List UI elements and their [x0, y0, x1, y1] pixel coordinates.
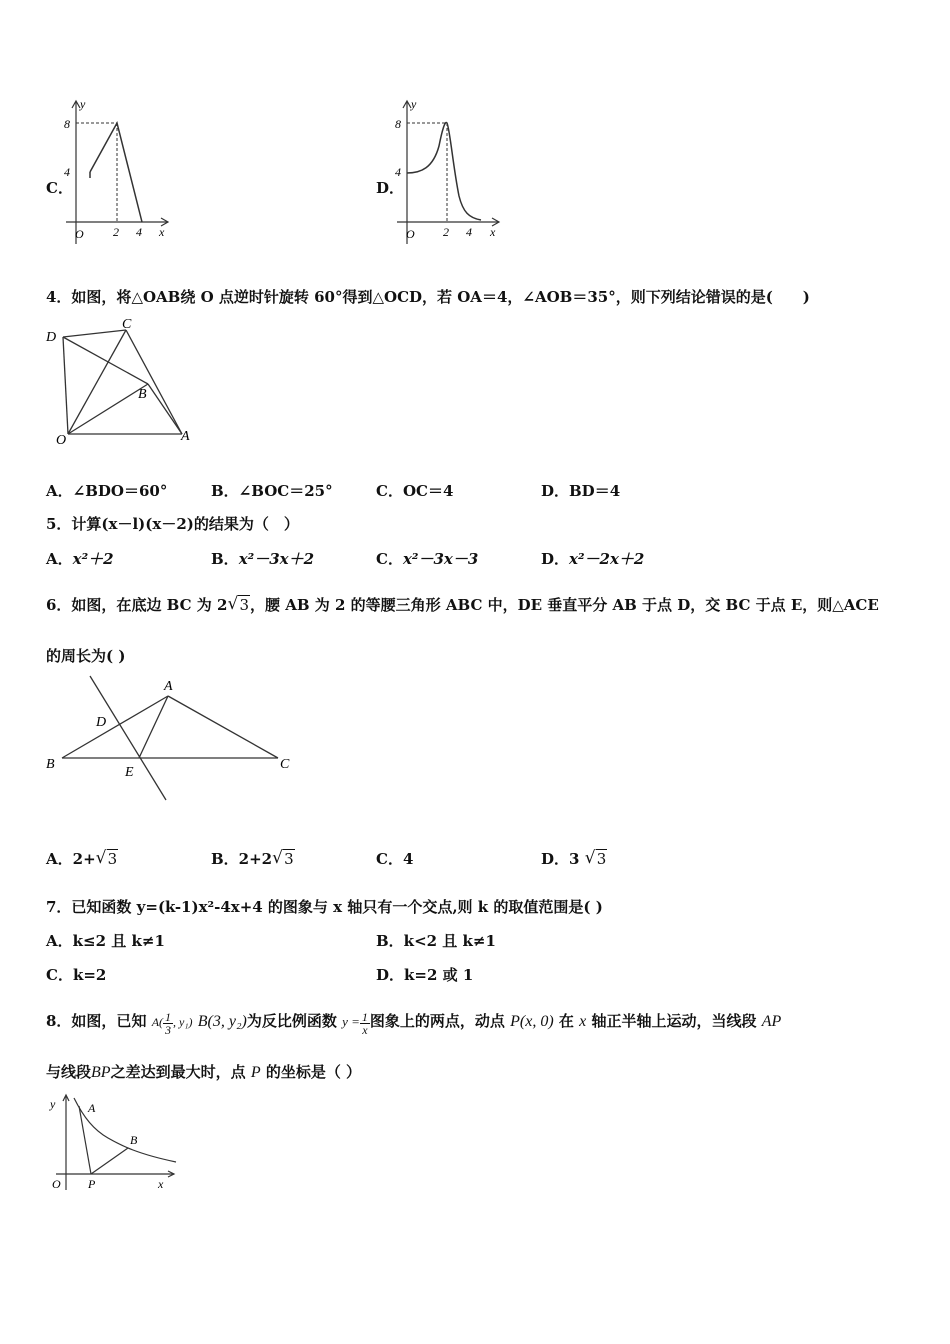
q6-stem-line2: 的周长为( ) — [46, 647, 126, 665]
graph-c-y: y — [80, 97, 86, 111]
q5-option-c: C．x²－3x－3 — [376, 550, 479, 568]
graph-c-2: 2 — [113, 225, 119, 239]
graph-d-o: O — [406, 227, 415, 241]
q7-stem: 7．已知函数 y=(k-1)x²-4x+4 的图象与 x 轴只有一个交点,则 k 的取值范围是( ) — [46, 898, 603, 916]
graph-c — [62, 96, 180, 248]
graph-d — [393, 96, 511, 248]
q6-fig-c: C — [280, 757, 290, 772]
q4-fig-c: C — [122, 317, 132, 332]
q8-figure — [44, 1092, 184, 1196]
graph-c-4: 4 — [64, 165, 70, 179]
q7-option-d: D．k=2 或 1 — [376, 966, 474, 984]
q5-option-d: D．x²－2x＋2 — [541, 550, 645, 568]
q4-fig-a: A — [181, 429, 190, 444]
q4-fig-o: O — [56, 433, 67, 446]
q4-fig-b: B — [138, 387, 147, 402]
q4-option-a: A．∠BDO＝60° — [46, 482, 168, 500]
q4-option-b: B．∠BOC＝25° — [211, 482, 333, 500]
graph-d-x: x — [490, 225, 496, 239]
graph-c-4x: 4 — [136, 225, 142, 239]
q7-option-a: A．k≤2 且 k≠1 — [46, 932, 165, 950]
q6-fig-a: A — [164, 679, 173, 694]
q8-fig-y: y — [50, 1097, 56, 1111]
option-c-label: C． — [46, 179, 73, 197]
q8-stem-line2: 与线段BP之差达到最大时，点 P 的坐标是（ ） — [46, 1063, 362, 1081]
graph-d-y: y — [411, 97, 417, 111]
q4-option-c: C．OC＝4 — [376, 482, 454, 500]
q6-option-d: D．3 √ 3 — [541, 848, 607, 869]
graph-d-4x: 4 — [466, 225, 472, 239]
q4-option-d: D．BD＝4 — [541, 482, 621, 500]
q8-stem: 8．如图，已知 A( $\frac{1}{3}$ , y₁) B(3, y₂)为反比例函数 y = $\frac{1}{x}$ 图象上的两点，动点 P(x, 0) 在 x 轴正半轴上运动，当线段 AP — [46, 1009, 782, 1037]
q8-fig-b: B — [130, 1133, 138, 1147]
q8-fig-x: x — [158, 1177, 164, 1191]
q6-fig-d: D — [96, 715, 107, 730]
q8-fig-p: P — [88, 1177, 96, 1191]
q6-option-a: A．2+√ 3 — [46, 848, 118, 869]
graph-d-curve — [407, 123, 481, 220]
q6-stem: 6．如图，在底边 BC 为 2√ 3，腰 AB 为 2 的等腰三角形 ABC 中，DE 垂直平分 AB 于点 D，交 BC 于点 E，则△ACE — [46, 594, 879, 615]
graph-d-8: 8 — [395, 117, 401, 131]
graph-d-4: 4 — [395, 165, 401, 179]
q8-fig-o: O — [52, 1177, 61, 1191]
q7-option-c: C．k=2 — [46, 966, 107, 984]
graph-c-8: 8 — [64, 117, 70, 131]
q4-stem: 4．如图，将△OAB绕 O 点逆时针旋转 60°得到△OCD，若 OA＝4，∠AOB＝35°，则下列结论错误的是( ) — [46, 288, 810, 306]
q4-figure — [44, 316, 198, 446]
q6-figure — [44, 672, 294, 804]
q8-fig-a: A — [88, 1101, 96, 1115]
q6-fig-e: E — [125, 765, 134, 780]
option-d-label: D． — [376, 179, 405, 197]
q6-radical: √ 3 — [227, 596, 250, 614]
q6-option-c: C．4 — [376, 850, 414, 868]
q6-fig-b: B — [46, 757, 55, 772]
q4-fig-d: D — [46, 330, 57, 345]
graph-c-o: O — [75, 227, 84, 241]
graph-d-2: 2 — [443, 225, 449, 239]
q5-option-a: A．x²＋2 — [46, 550, 114, 568]
q5-stem: 5．计算(x－l)(x－2)的结果为（ ） — [46, 515, 299, 533]
q7-option-b: B．k<2 且 k≠1 — [376, 932, 496, 950]
graph-c-curve — [90, 123, 142, 222]
q6-option-b: B．2+2√ 3 — [211, 848, 295, 869]
graph-c-x: x — [159, 225, 165, 239]
q5-option-b: B．x²－3x＋2 — [211, 550, 315, 568]
